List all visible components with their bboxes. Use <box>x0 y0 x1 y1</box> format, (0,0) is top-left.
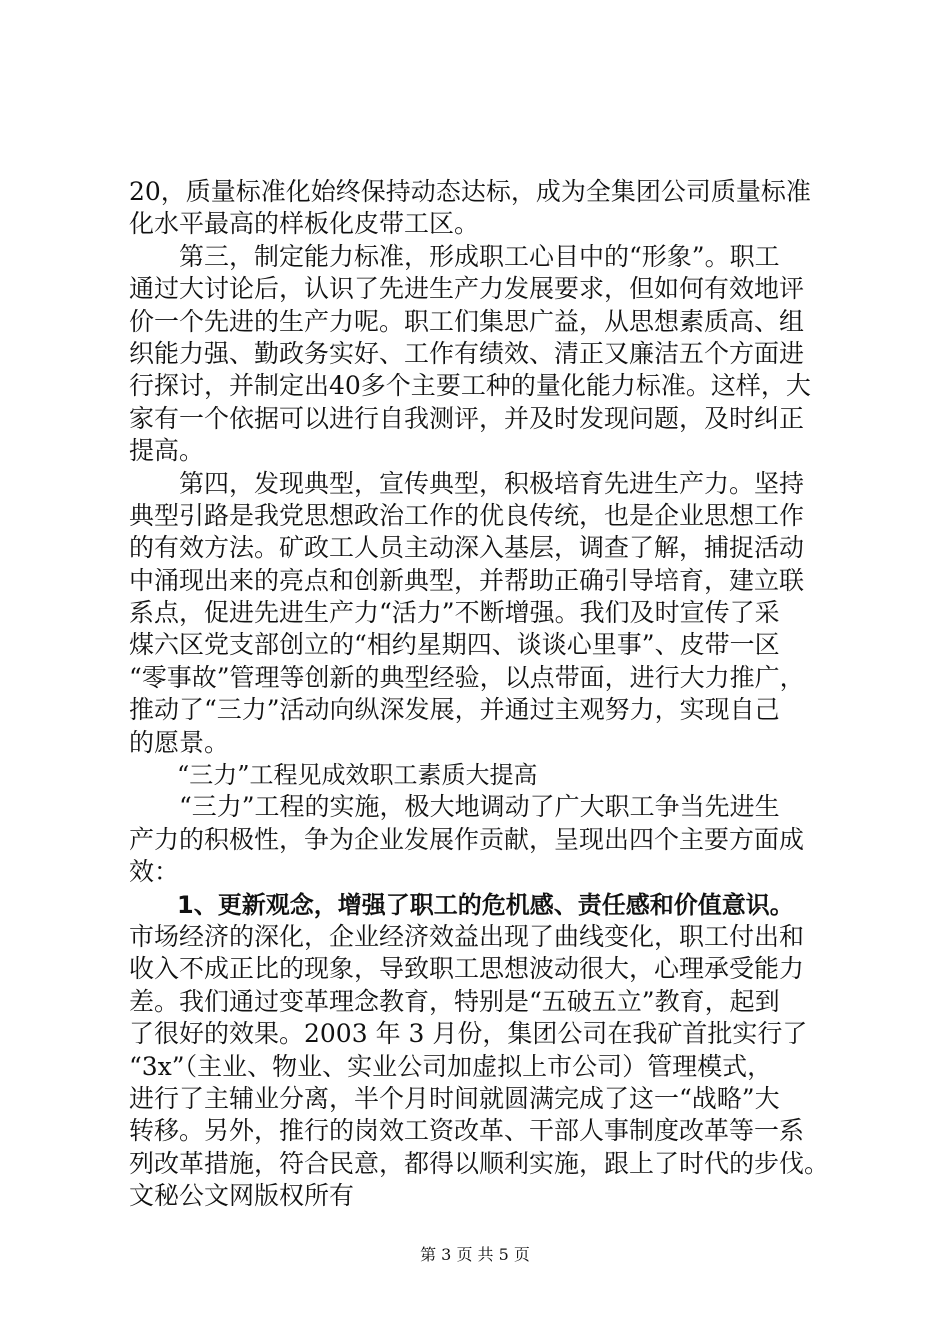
text-line: 推动了“三力”活动向纵深发展，并通过主观努力，实现自己 <box>129 695 780 725</box>
section-heading: “三力”工程见成效职工素质大提高 <box>129 761 538 790</box>
text-line: 市场经济的深化，企业经济效益出现了曲线变化，职工付出和 <box>129 921 805 951</box>
text-line: 的有效方法。矿政工人员主动深入基层，调查了解，捕捉活动 <box>129 533 805 563</box>
text-line: 产力的积极性，争为企业发展作贡献，呈现出四个主要方面成 <box>129 824 805 854</box>
text-line: 转移。另外，推行的岗效工资改革、干部人事制度改革等一系 <box>129 1116 805 1146</box>
text-line: 收入不成正比的现象，导致职工思想波动很大，心理承受能力 <box>129 954 805 984</box>
text-line: 织能力强、勤政务实好、工作有绩效、清正又廉洁五个方面进 <box>129 338 805 368</box>
text-line: 通过大讨论后，认识了先进生产力发展要求，但如何有效地评 <box>129 274 805 304</box>
text-line: 提高。 <box>129 436 205 466</box>
text-line: “零事故”管理等创新的典型经验，以点带面，进行大力推广， <box>129 662 805 692</box>
text-line: 差。我们通过变革理念教育，特别是“五破五立”教育，起到 <box>129 986 780 1016</box>
text-line: 列改革措施，符合民意，都得以顺利实施，跟上了时代的步伐。 <box>129 1148 830 1178</box>
text-line: “3x”（主业、物业、实业公司加虚拟上市公司）管理模式， <box>129 1051 773 1081</box>
text-line: 系点，促进先进生产力“活力”不断增强。我们及时宣传了采 <box>129 598 780 628</box>
text-line: 行探讨，并制定出40多个主要工种的量化能力标准。这样，大 <box>129 371 811 401</box>
text-line: 第三，制定能力标准，形成职工心目中的“形象”。职工 <box>129 241 780 271</box>
text-line: 了很好的效果。2003 年 3 月份，集团公司在我矿首批实行了 <box>129 1019 808 1049</box>
text-line: 家有一个依据可以进行自我测评，并及时发现问题，及时纠正 <box>129 403 805 433</box>
text-line: 化水平最高的样板化皮带工区。 <box>129 209 480 239</box>
text-line: 典型引路是我党思想政治工作的优良传统，也是企业思想工作 <box>129 500 805 530</box>
text-line: 中涌现出来的亮点和创新典型，并帮助正确引导培育，建立联 <box>129 565 805 595</box>
text-line: 进行了主辅业分离，半个月时间就圆满完成了这一“战略”大 <box>129 1083 780 1113</box>
page-number-footer: 第 3 页 共 5 页 <box>420 1245 530 1264</box>
text-line: “三力”工程的实施，极大地调动了广大职工争当先进生 <box>129 792 780 822</box>
text-line: 价一个先进的生产力呢。职工们集思广益，从思想素质高、组 <box>129 306 805 336</box>
text-line: 煤六区党支部创立的“相约星期四、谈谈心里事”、皮带一区 <box>129 630 780 660</box>
document-body <box>129 176 829 1213</box>
copyright-line: 文秘公文网版权所有 <box>129 1181 355 1211</box>
text-line: 第四，发现典型，宣传典型，积极培育先进生产力。坚持 <box>129 468 805 498</box>
text-line: 的愿景。 <box>129 727 230 757</box>
bold-subheading: 1、更新观念，增强了职工的危机感、责任感和价值意识。 <box>129 890 794 919</box>
text-line: 效： <box>129 857 180 887</box>
text-line: 20，质量标准化始终保持动态达标，成为全集团公司质量标准 <box>129 177 811 206</box>
